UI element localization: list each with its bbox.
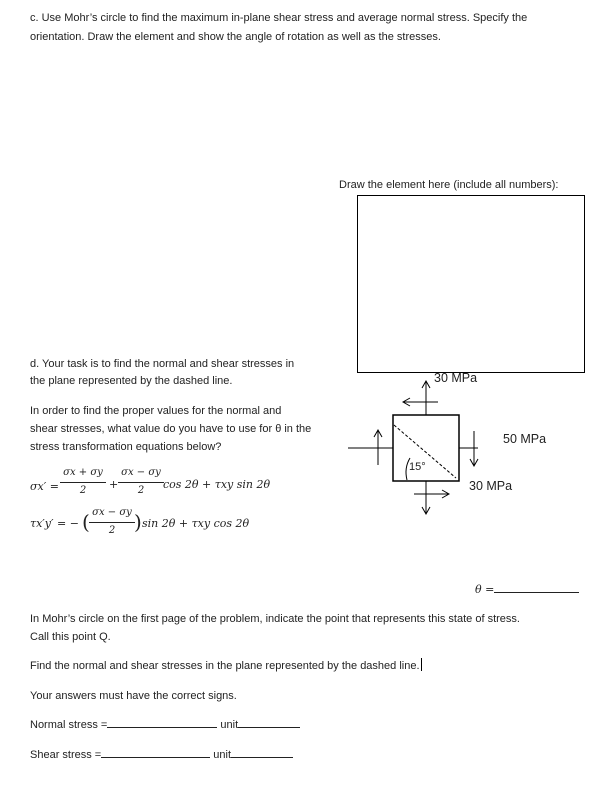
side-stress-label: 50 MPa (503, 432, 547, 446)
bottom-stress-label: 30 MPa (469, 479, 513, 493)
normal-stress-answer[interactable] (30, 716, 300, 735)
sigma-eq-tail: cos 2θ + τxy sin 2θ (163, 478, 271, 491)
normal-unit-blank[interactable] (238, 716, 300, 728)
tau-open-paren: ( (82, 510, 90, 534)
sigma-frac-2-bar (118, 482, 164, 483)
find-stresses-text (30, 657, 422, 676)
tau-close-paren: ) (134, 510, 142, 534)
part-c-line-1: c. Use Mohr’s circle to find the maximum in-plane shear stress and average normal stress. Specify the (30, 12, 528, 24)
text-cursor (421, 658, 422, 671)
shear-stress-label: Shear stress = (30, 749, 102, 761)
shear-stress-blank[interactable] (101, 746, 210, 758)
theta-label: θ = (475, 583, 495, 596)
top-stress-label: 30 MPa (434, 371, 478, 385)
sigma-eq-lhs: σx′ = (30, 480, 59, 493)
draw-element-label: Draw the element here (include all numbers): (339, 179, 559, 191)
sigma-plus: + (109, 478, 119, 491)
angle-label: 15° (409, 461, 426, 473)
shear-stress-answer[interactable] (30, 746, 293, 765)
sigma-frac-1-numerator: σx + σy (63, 467, 103, 478)
tau-frac-numerator: σx − σy (92, 507, 132, 518)
question-line-1: In order to find the proper values for the normal and (30, 405, 282, 417)
sigma-frac-1-denominator: 2 (79, 485, 87, 496)
normal-stress-label: Normal stress = (30, 719, 108, 731)
question-line-3: stress transformation equations below? (30, 441, 222, 453)
shear-unit-blank[interactable] (231, 746, 293, 758)
sigma-frac-2-denominator: 2 (137, 485, 145, 496)
find-stresses-label: Find the normal and shear stresses in the plane represented by the dashed line. (30, 660, 420, 672)
part-d-line-2: the plane represented by the dashed line. (30, 375, 233, 387)
normal-stress-blank[interactable] (107, 716, 217, 728)
draw-element-box[interactable] (357, 195, 585, 373)
part-d-line-1: d. Your task is to find the normal and shear stresses in (30, 358, 295, 370)
sigma-frac-1-bar (60, 482, 106, 483)
shear-unit-label: unit (213, 749, 232, 761)
correct-signs-text: Your answers must have the correct signs. (30, 690, 237, 702)
sigma-frac-2-numerator: σx − σy (121, 467, 161, 478)
tau-eq-lhs: τx′y′ = − (30, 517, 79, 530)
mohr-instruction-line-1: In Mohr’s circle on the first page of the problem, indicate the point that represents this state of stress. (30, 613, 520, 625)
theta-answer[interactable] (475, 580, 579, 600)
tau-frac-denominator: 2 (108, 525, 116, 536)
stress-element-square (393, 415, 459, 481)
mohr-instruction-line-2: Call this point Q. (30, 631, 111, 643)
tau-frac-bar (89, 522, 135, 523)
part-c-line-2: orientation. Draw the element and show the angle of rotation as well as the stresses. (30, 31, 441, 43)
theta-blank[interactable] (494, 581, 579, 593)
normal-unit-label: unit (220, 719, 239, 731)
tau-eq-tail: sin 2θ + τxy cos 2θ (142, 517, 250, 530)
question-line-2: shear stresses, what value do you have to use for θ in the (30, 423, 312, 435)
stress-element-figure (340, 370, 480, 520)
